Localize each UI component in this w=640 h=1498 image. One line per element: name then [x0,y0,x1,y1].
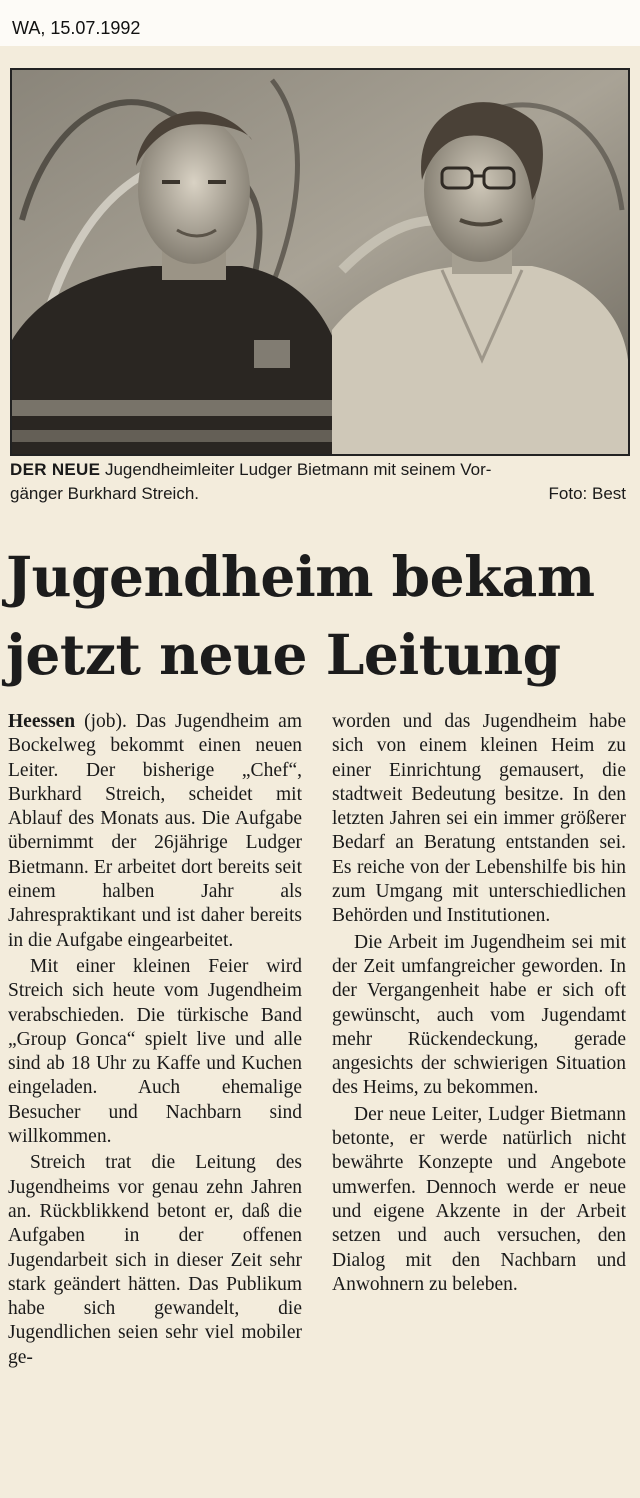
article-paragraph: worden und das Jugendheim habe sich von einem kleinen Heim zu einer Einrichtung gemausert, die stadtweit Bedeutung besitze. In den letzten Jahren sei ein immer größerer Bedarf an Beratung entstanden sei. Es reiche von der Lebenshilfe bis hin zum Umgang mit unterschiedlichen Behörden und Institutionen. [332,711,626,927]
dateline: Heessen [8,711,76,732]
photo-credit: Foto: Best [548,484,626,503]
article-body [8,710,630,1480]
article-paragraph: Mit einer kleinen Feier wird Streich sich heute vom Jugendheim verabschieden. Die türkische Band „Group Gonca“ spielt live und alle sind ab 18 Uhr zu Kaffe und Kuchen eingeladen. Auch ehemalige Besucher und Nachbarn sind willkommen. [8,955,302,1148]
caption-line-1 [10,458,626,482]
photo-caption [10,458,626,506]
headline-line-2: jetzt neue Leitung [6,622,561,687]
article-column-left [8,710,302,1370]
caption-text-1: Jugendheimleiter Ludger Bietmann mit seinem Vor- [100,460,492,479]
article-paragraph: Die Arbeit im Jugendheim sei mit der Zeit umfangreicher geworden. In der Vergangenheit habe er sich oft gewünscht, auch vom Jugendamt mehr Rückendeckung, gerade angesichts der schwierigen Situation des Heims, zu bekommen. [332,931,626,1099]
paragraph-text: (job). Das Jugendheim am Bockelweg bekommt einen neuen Leiter. Der bisherige „Chef“, Burkhard Streich, scheidet mit Ablauf des Monats aus. Die Aufgabe übernimmt der 26jährige Ludger Bietmann. Er arbeitet dort bereits seit einem halben Jahr als Jahrespraktikant und ist daher bereits in die Aufgabe eingearbeitet. [8,711,302,951]
caption-text-2: gänger Burkhard Streich. [10,484,199,503]
article-paragraph: Der neue Leiter, Ludger Bietmann betonte, er werde natürlich nicht bewährte Konzepte und Angebote umwerfen. Dennoch werde er neue und eigene Akzente in der Arbeit setzen und auch versuchen, den Dialog mit den Nachbarn und Anwohnern zu beleben. [332,1103,626,1295]
photo-two-men-icon [12,70,628,454]
article-paragraph: Streich trat die Leitung des Jugendheims vor genau zehn Jahren an. Rückblikkend betont er, daß die Aufgaben in der offenen Jugendarbeit sich in dieser Zeit sehr stark geändert hätten. Das Publikum habe sich gewandelt, die Jugendlichen seien sehr viel mobiler ge- [8,1152,302,1368]
article-headline [6,538,636,694]
source-label: WA, 15.07.1992 [12,18,141,38]
article-column-right [332,710,626,1297]
caption-kicker: DER NEUE [10,460,101,479]
caption-line-2 [10,482,626,506]
article-paragraph [8,710,302,953]
article-photo [10,68,630,456]
headline-line-1: Jugendheim bekam [6,544,595,609]
